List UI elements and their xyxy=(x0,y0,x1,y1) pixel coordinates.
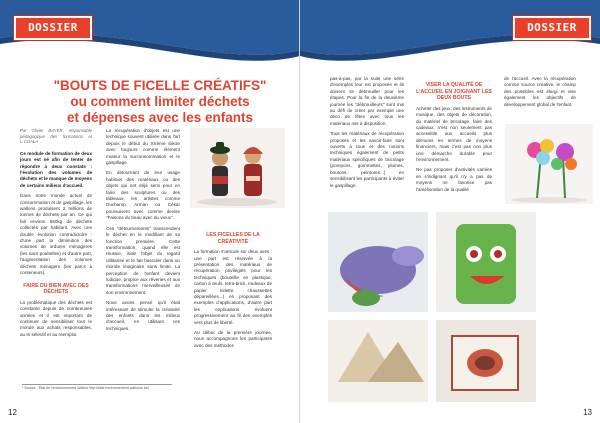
text-column-6 xyxy=(504,76,576,112)
paragraph: Au début de la première journée, nous accompagnons les participants avec des méthodes xyxy=(194,330,272,348)
footnote: ¹ Source : État de l'environnement Wallon http://etat.environnement.wallonie.be/ xyxy=(22,384,172,390)
paragraph: Ne pas proposer d'activités variées en s'indignant qu'il n'y a pas de moyens ne favorise pas l'amélioration de la qualité xyxy=(416,167,492,192)
title-line-1: "BOUTS DE FICELLE CRÉATIFS" xyxy=(53,78,267,93)
paragraph: pas-à-pas, par la suite une série d'exemples leur est proposée et ils doivent se débrouiller pour les étapes. Pour la fin de la deuxième journée les "débrouilleurs" sont mis au défi de créer par exemple une déco de fêtes avec tous les matériaux mis à disposition. xyxy=(330,76,404,126)
subheading: FAIRE DU BIEN AVEC DES DÉCHETS xyxy=(23,282,89,296)
subheading: VISER LA QUALITÉ DE L'ACCUEIL EN JOIGNANT LES DEUX BOUTS xyxy=(416,82,492,102)
section-tag-right: DOSSIER xyxy=(513,16,591,40)
photo-cork-figures xyxy=(190,128,285,208)
byline: Par Olivier BAYER, responsable pédagogique des formations et L.COALA xyxy=(20,128,92,145)
text-column-4 xyxy=(330,76,404,193)
paragraph: de l'accueil. Avec la récupération comme source créative, le champ des possibles est élargi et vise également les objectifs de développement global de l'enfant. xyxy=(504,76,576,107)
article-title xyxy=(25,78,295,126)
paragraph: Nous avons pensé qu'il était intéressant de stimuler la créativité des enfants dans les milieux d'accueil, en utilisant ces techniques. xyxy=(106,300,180,331)
header-swoosh-right xyxy=(300,0,600,80)
header-swoosh-left xyxy=(0,0,300,80)
photo-pompon-flowers xyxy=(505,124,593,204)
right-page xyxy=(300,0,600,423)
text-column-2 xyxy=(106,128,180,336)
subheading: LES FICELLES DE LA CRÉATIVITÉ xyxy=(206,232,260,245)
paragraph: Acheter des jeux, des instruments de musique, des objets de décoration, du matériel de bricolage, faire des cadeaux, n'est non seulement pas accessible aux accueils plus démunis en termes de moyens financiers, mais c'est pas non plus une démarche durable pour l'environnement. xyxy=(416,105,492,163)
text-column-5 xyxy=(416,76,492,197)
title-line-2: ou comment limiter déchets xyxy=(70,94,250,109)
paragraph: La formation s'articule sur deux axes : une part est réservée à la présentation des matériaux de récupération privilégiés pour les techniques (bouteille en plastique, carton à œufs, tetra-brick, rouleaux de papier toilette, chaussettes dépareillées...) en proposant des exemples d'applications, d'autre part les explications évoluent progressivement au fil des exemples vers plus de liberté. xyxy=(194,249,272,325)
text-column-1 xyxy=(20,128,92,342)
photo-collage xyxy=(328,212,590,402)
paragraph: En détournant de leur usage habituel des matériaux ou des objets qui ont déjà servi pour en faire des sculptures ou des tableaux, les artistes comme Duchamp, Arman ou César poursuivent avec comme devise "Faisons du beau avec du vieux". xyxy=(106,170,180,221)
paragraph: Ces "détournements" transcendent le déchet en le modifiant de sa fonction première. Cette transformation, quand elle est réussie, isole l'objet du regard utilitarisé et le fait basculer dans un monde imaginaire sans limite. La perception de l'enfant devient ludique, propice aux rêveries et aux transformations merveilleuses de son environnement. xyxy=(106,225,180,295)
page-number-right: 13 xyxy=(583,408,592,417)
paragraph: Tous les matériaux de récupération proposés et les savoir-faire sont ouverts à tous et des notions techniques également de petits matériaux spécifiques de bricolage (pompons, gommettes, plumes, boutons, peintures...) en sensibilisant les participants à éviter le gaspillage. xyxy=(330,131,404,188)
paragraph: La récupération d'objets est une technique souvent utilisée dans l'art depuis le début du XXème siècle avec toujours comme élément moteur la surconsommation et le gaspillage. xyxy=(106,128,180,166)
page-number-left: 12 xyxy=(8,408,17,417)
lead-paragraph: Ce module de formation de deux jours est né afin de tenter de répondre à deux constats : l'évolution des volumes de déchets et le manque de moyens de certains milieux d'accueil. xyxy=(20,150,92,188)
text-column-3 xyxy=(194,226,272,353)
paragraph: La problématique des déchets est constante depuis de nombreuses années et il est important de continuer de sensibiliser tout le monde aux achats responsables, au tri sélectif et au réemploi. xyxy=(20,299,92,337)
paragraph: Dans notre monde actuel de consommation et de gaspillage, les wallons produisent 2 millions de tonnes de déchets par an. Ce qui fait environ 550kg de déchets collectés par habitant. Avec une double évolution contradictoire : d'une part la diminution des volumes de ordures ménagères (les sacs poubelles) et d'autre part, l'augmentation des volumes déchets ménagers (les parcs à conteneurs). xyxy=(20,193,92,276)
section-tag-left: DOSSIER xyxy=(14,16,92,40)
title-line-3: et dépenses avec les enfants xyxy=(66,110,254,125)
